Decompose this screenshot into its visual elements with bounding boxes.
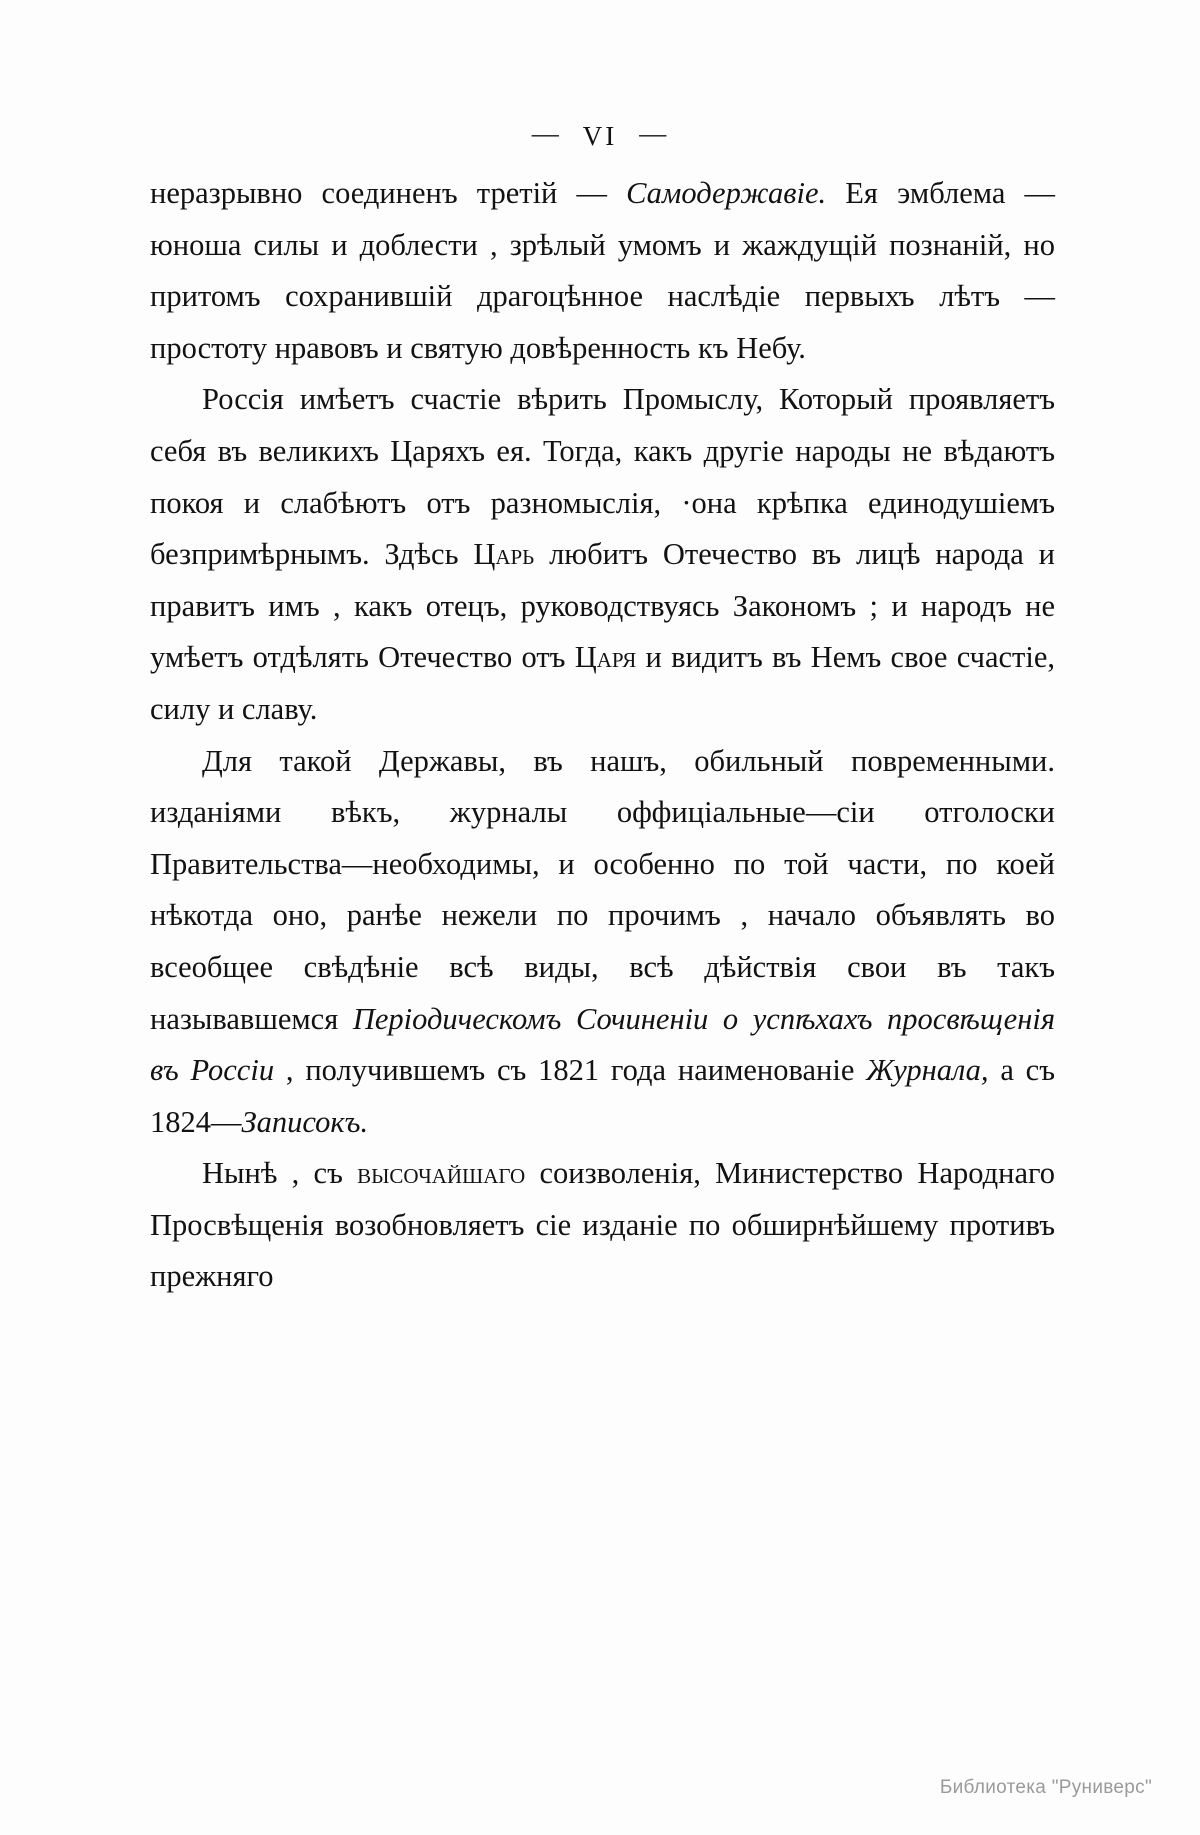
text-run: Россія имѣетъ счастіе вѣрить Промыслу, Который проявляетъ себя въ великихъ Царяхъ ея. Тогда, какъ другіе народы не вѣдаютъ покоя и слабѣютъ отъ разномыслія, ·она крѣпка единодушіемъ безпримѣрнымъ. Здѣсь — [150, 382, 1055, 572]
paragraph — [150, 374, 1055, 735]
text-run: Ея эмблема — юноша силы и доблести , зрѣлый умомъ и жаждущій познаній, но притомъ сохранившій драгоцѣнное наслѣдіе первыхъ лѣтъ — простоту нравовъ и святую довѣренность къ Небу. — [150, 176, 1055, 365]
text-run: , получившемъ съ 1821 года наименованіе — [274, 1053, 867, 1088]
text-run: Царь — [473, 537, 535, 572]
paragraph — [150, 736, 1055, 1149]
document-body — [150, 168, 1055, 1303]
text-run: а съ 1824— — [150, 1053, 1055, 1139]
paragraph — [150, 168, 1055, 374]
page-number-left-dash: — — [531, 118, 561, 148]
text-run: Для такой Державы, въ нашъ, обильный повременными. изданіями вѣкъ, журналы оффиціальные—сіи отголоски Правительства—необходимы, и особенно по той части, по коей нѣкотда оно, ранѣе нежели по прочимъ , начало объявлять во всеобщее свѣдѣніе всѣ виды, всѣ дѣйствія свои въ такъ называвшемся — [150, 743, 1055, 1036]
text-run: высочайшаго — [357, 1156, 526, 1191]
text-run: Журнала, — [866, 1053, 989, 1088]
text-run: соизволенія, Министерство Народнаго Просвѣщенія возобновляетъ сіе изданіе по обширнѣйшему противъ прежняго — [150, 1156, 1055, 1294]
text-run: Самодержавіе. — [626, 176, 827, 210]
page-number-header — [0, 118, 1200, 152]
text-run: любитъ Отечество въ лицѣ народа и правитъ имъ , какъ отецъ, руководствуясь Закономъ ; и народъ не умѣетъ отдѣлять Отечество отъ — [150, 537, 1055, 675]
page-number-value: VI — [582, 121, 618, 151]
text-run: и видитъ въ Немъ свое счастіе, силу и славу. — [150, 640, 1056, 726]
text-run: неразрывно соединенъ третій — — [150, 176, 627, 210]
text-run: Періодическомъ Сочиненіи о успѣхахъ просвѣщенія въ Россіи — [150, 1001, 1056, 1088]
text-run: Записокъ. — [241, 1104, 369, 1139]
text-run: Нынѣ , съ — [202, 1156, 358, 1191]
text-run: Царя — [574, 640, 637, 675]
paragraph — [150, 1148, 1055, 1303]
library-watermark: Библиотека "Руниверс" — [939, 1777, 1152, 1798]
page-number-right-dash: — — [639, 118, 669, 148]
